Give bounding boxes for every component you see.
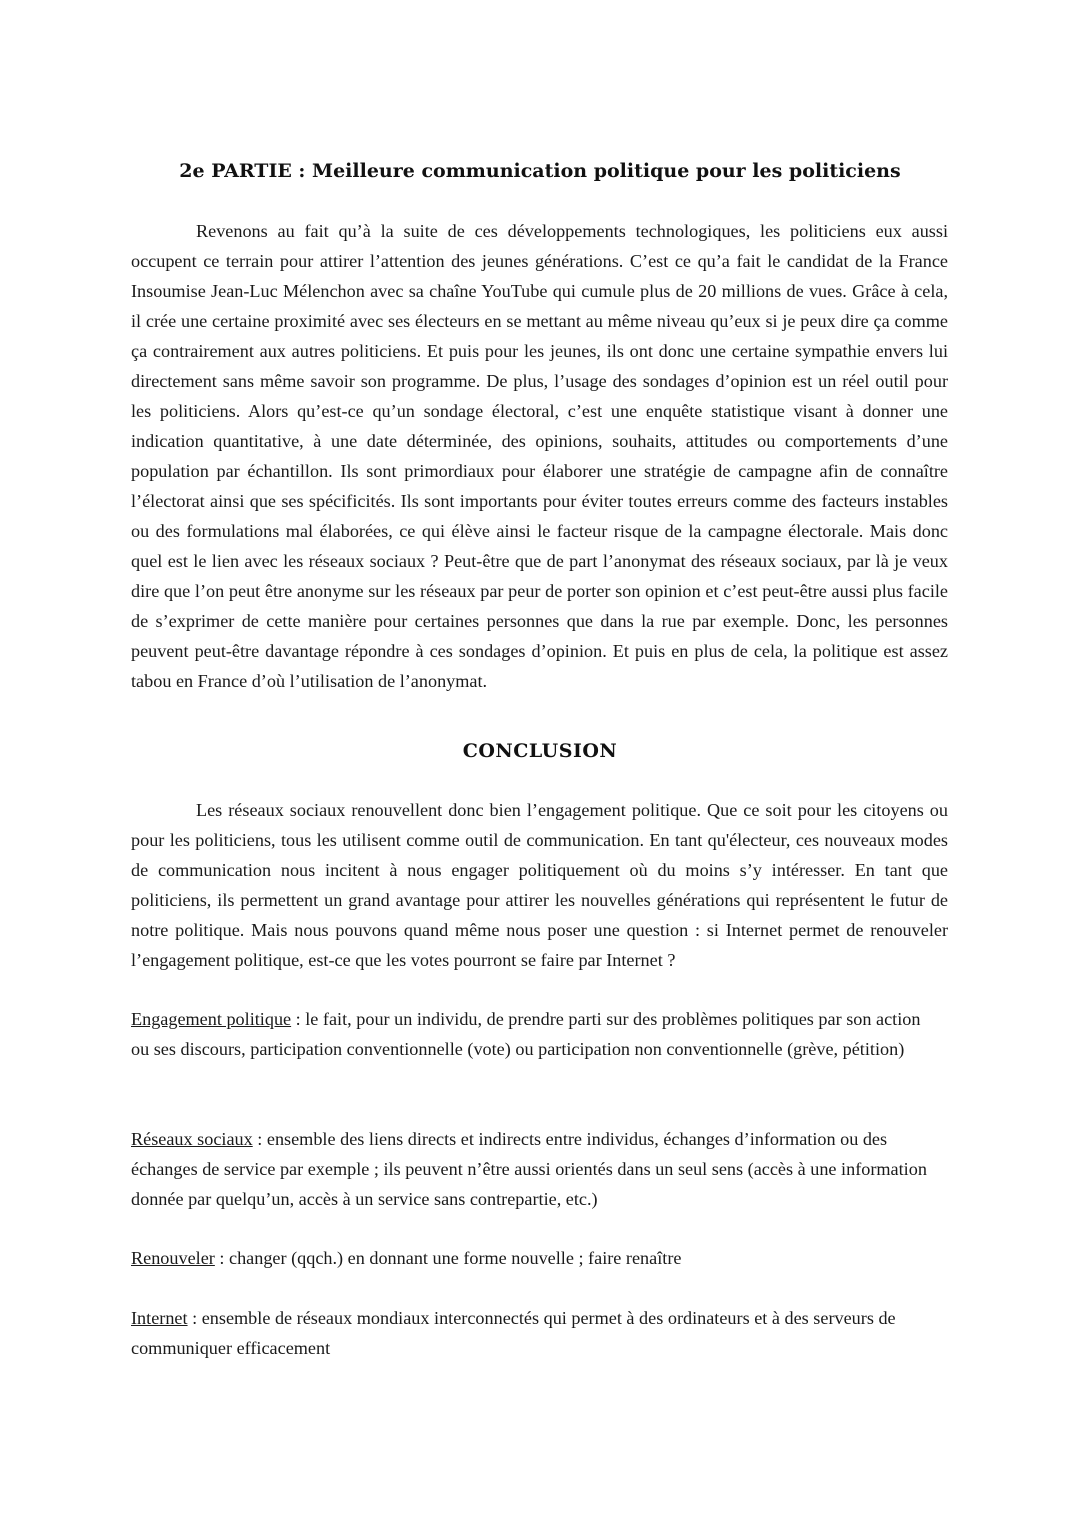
definition-engagement-politique — [131, 1004, 931, 1064]
definition-text: : changer (qqch.) en donnant une forme nouvelle ; faire renaître — [214, 1248, 682, 1268]
definition-text: : ensemble de réseaux mondiaux interconnectés qui permet à des ordinateurs et à des serveurs de communiquer efficacement — [131, 1308, 896, 1358]
conclusion-heading: CONCLUSION — [462, 740, 618, 762]
definition-term: Réseaux sociaux — [131, 1129, 253, 1149]
definition-term: Engagement politique — [131, 1009, 292, 1029]
definition-renouveler — [131, 1243, 931, 1273]
definition-text: : le fait, pour un individu, de prendre parti sur des problèmes politiques par son action ou ses discours, participation conventionnelle (vote) ou participation non conventionnelle (grève, pétition) — [131, 1009, 921, 1059]
definition-reseaux-sociaux — [131, 1124, 931, 1214]
part2-heading: 2e PARTIE : Meilleure communication politique pour les politiciens — [179, 160, 901, 182]
definition-text: : ensemble des liens directs et indirects entre individus, échanges d’information ou des échanges de service par exemple ; ils peuvent n’être aussi orientés dans un seul sens (accès à une information donnée par quelqu’un, accès à un service sans contrepartie, etc.) — [131, 1129, 927, 1209]
definition-term: Internet — [131, 1308, 188, 1328]
conclusion-paragraph: Les réseaux sociaux renouvellent donc bien l’engagement politique. Que ce soit pour les citoyens ou pour les politiciens, tous les utilisent comme outil de communication. En tant qu'électeur, ces nouveaux modes de communication nous incitent à nous engager politiquement où du moins s’y intéresser. En tant que politiciens, ils permettent un grand avantage pour attirer les nouvelles générations qui représentent le futur de notre politique. Mais nous pouvons quand même nous poser une question : si Internet permet de renouveler l’engagement politique, est-ce que les votes pourront se faire par Internet ? — [131, 800, 948, 970]
definition-internet — [131, 1303, 931, 1363]
definition-term: Renouveler — [131, 1248, 215, 1268]
part2-paragraph: Revenons au fait qu’à la suite de ces développements technologiques, les politiciens eux aussi occupent ce terrain pour attirer l’attention des jeunes générations. C’est ce qu’a fait le candidat de la France Insoumise Jean-Luc Mélenchon avec sa chaîne YouTube qui cumule plus de 20 millions de vues. Grâce à cela, il crée une certaine proximité avec ses électeurs en se mettant au même niveau qu’eux si je peux dire ça comme ça contrairement aux autres politiciens. Et puis pour les jeunes, ils ont donc une certaine sympathie envers lui directement sans même savoir son programme. De plus, l’usage des sondages d’opinion est un réel outil pour les politiciens. Alors qu’est-ce qu’un sondage électoral, c’est une enquête statistique visant à donner une indication quantitative, à une date déterminée, des opinions, souhaits, attitudes ou comportements d’une population par échantillon. Ils sont primordiaux pour élaborer une stratégie de campagne afin de connaître l’électorat ainsi que ses spécificités. Ils sont importants pour éviter toutes erreurs comme des facteurs instables ou des formulations mal élaborées, ce qui élève ainsi le facteur risque de la campagne électorale. Mais donc quel est le lien avec les réseaux sociaux ? Peut-être que de part l’anonymat des réseaux sociaux, par là je veux dire que l’on peut être anonyme sur les réseaux par peur de porter son opinion et c’est peut-être aussi plus facile de s’exprimer de cette manière pour certaines personnes que dans la rue par exemple. Donc, les personnes peuvent peut-être davantage répondre à ces sondages d’opinion. Et puis en plus de cela, la politique est assez tabou en France d’où l’utilisation de l’anonymat. — [131, 221, 948, 691]
